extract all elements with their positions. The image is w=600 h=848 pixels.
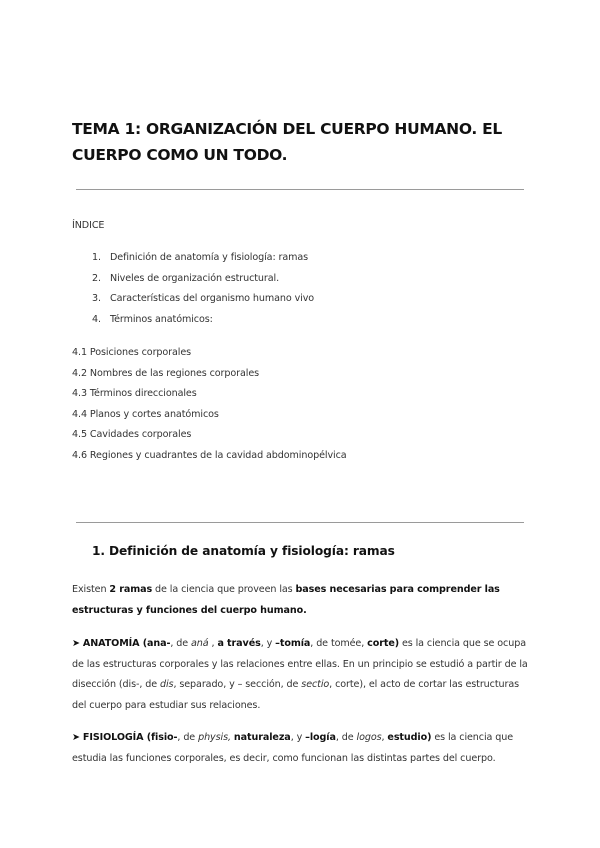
toc-item-number: 2. — [92, 272, 101, 284]
text: es la ciencia que se ocupa de las estructuras corporales y las relaciones entre ellas. En un principio se estudió a partir de la disección (dis-, de — [72, 638, 528, 691]
text: de la ciencia que proveen las — [152, 584, 296, 595]
toc-item — [92, 250, 314, 271]
italic-text: aná — [191, 638, 209, 649]
fisiologia-paragraph — [72, 728, 530, 769]
arrow-bullet-icon: ➤ — [72, 732, 80, 743]
bold-text: corte) — [367, 638, 400, 649]
toc-item-label: Términos anatómicos: — [110, 314, 213, 326]
toc-item-label: Niveles de organización estructural. — [110, 272, 280, 284]
text: , separado, y – sección, de — [173, 679, 302, 691]
divider — [76, 522, 524, 523]
table-of-contents — [92, 250, 314, 333]
subsection-item: 4.2 Nombres de las regiones corporales — [72, 367, 260, 379]
text: , — [208, 638, 218, 649]
bold-text: 2 ramas — [109, 584, 153, 595]
anatomia-paragraph — [72, 634, 530, 716]
bold-text: –tomía — [275, 638, 311, 649]
text: , de — [177, 732, 199, 743]
text: es la ciencia que estudia las funciones corporales, es decir, como funcionan las distintas partes del cuerpo. — [72, 732, 514, 764]
text: , de — [170, 638, 192, 649]
section-title: Definición de anatomía y fisiología: ramas — [109, 544, 395, 558]
bold-text: ANATOMÍA (ana- — [82, 638, 171, 649]
index-heading: ÍNDICE — [72, 220, 105, 231]
subsection-item: 4.1 Posiciones corporales — [72, 347, 192, 358]
subsection-item: 4.6 Regiones y cuadrantes de la cavidad abdominopélvica — [72, 449, 347, 461]
bold-text: naturaleza — [233, 732, 291, 743]
toc-item-label: Características del organismo humano vivo — [110, 293, 315, 305]
text: , corte), el acto de cortar las estructuras del cuerpo para estudiar sus relaciones. — [72, 679, 520, 711]
toc-item-label: Definición de anatomía y fisiología: ramas — [110, 252, 309, 263]
page-title: TEMA 1: ORGANIZACIÓN DEL CUERPO HUMANO. EL CUERPO COMO UN TODO. — [72, 120, 502, 164]
text: , de tomée, — [310, 638, 368, 649]
text: , de — [335, 732, 357, 743]
subsection-list — [72, 345, 347, 469]
bold-text: FISIOLOGÍA (fisio- — [82, 732, 178, 743]
arrow-bullet-icon: ➤ — [72, 638, 80, 649]
bold-text: bases necesarias para comprender las estructuras y funciones del cuerpo humano. — [72, 584, 500, 616]
subsection-item: 4.4 Planos y cortes anatómicos — [72, 408, 219, 420]
bold-text: estudio) — [387, 732, 432, 743]
toc-item-number: 1. — [92, 252, 101, 263]
toc-item — [92, 312, 314, 333]
toc-item-number: 3. — [92, 293, 101, 305]
bold-text: –logía — [305, 732, 336, 743]
toc-item — [92, 271, 314, 292]
subsection-item: 4.5 Cavidades corporales — [72, 429, 192, 441]
text: , y — [260, 638, 276, 649]
toc-item — [92, 291, 314, 312]
intro-paragraph — [72, 580, 530, 621]
text: , — [381, 732, 388, 743]
italic-text: sectio — [301, 679, 330, 691]
italic-text: physis, — [198, 732, 231, 743]
divider — [76, 189, 524, 190]
toc-item-number: 4. — [92, 314, 101, 326]
section-number: 1. — [92, 544, 105, 558]
italic-text: logos — [356, 732, 382, 743]
text: , y — [290, 732, 306, 743]
section-heading — [92, 544, 395, 558]
bold-text: a través — [217, 638, 261, 649]
subsection-item: 4.3 Términos direccionales — [72, 388, 197, 400]
text: Existen — [72, 584, 110, 595]
italic-text: dis — [159, 679, 174, 691]
